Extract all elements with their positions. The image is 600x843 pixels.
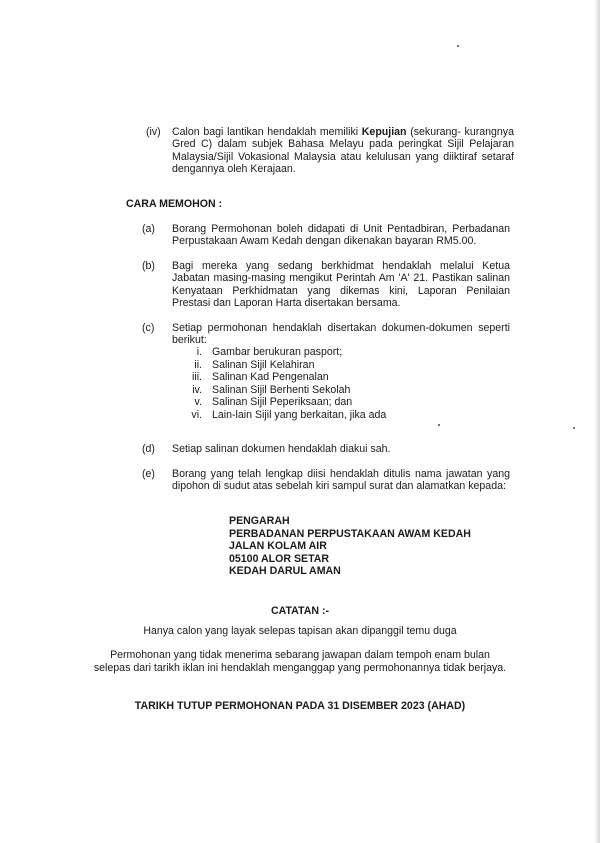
item-label-iv: (iv) <box>146 126 161 138</box>
item-label-c: (c) <box>142 322 155 334</box>
closing-date: TARIKH TUTUP PERMOHONAN PADA 31 DISEMBER 2023 (AHAD) <box>134 700 466 712</box>
section-heading: CARA MEMOHON : <box>126 198 223 210</box>
list-item-number: vi. <box>191 408 202 421</box>
notes-line-1: Hanya calon yang layak selepas tapisan akan dipanggil temu duga <box>143 625 457 637</box>
scan-speck <box>438 424 440 426</box>
address-line: KEDAH DARUL AMAN <box>229 565 341 578</box>
notes-heading: CATATAN :- <box>270 605 330 617</box>
mailing-address <box>229 515 471 578</box>
item-label-e: (e) <box>142 468 155 480</box>
list-item-text: Gambar berukuran pasport; <box>212 346 343 358</box>
list-item-text: Salinan Sijil Peperiksaan; dan <box>212 396 353 408</box>
item-text-d: Setiap salinan dokumen hendaklah diakui sah. <box>172 443 391 455</box>
item-label-d: (d) <box>142 443 155 455</box>
page-edge-shadow <box>594 0 600 843</box>
item-text-e: Borang yang telah lengkap diisi hendaklah ditulis nama jawatan yang dipohon di sudut atas sebelah kiri sampul surat dan alamatkan kepada: <box>172 468 510 493</box>
address-line: PENGARAH <box>229 515 290 527</box>
list-item-text: Salinan Kad Pengenalan <box>212 371 329 383</box>
list-item-number: iii. <box>191 371 202 383</box>
list-item-text: Salinan Sijil Kelahiran <box>212 358 315 371</box>
item-iv-text-after: (sekurang- kurangnya Gred C) dalam subjek Bahasa Melayu pada peringkat Sijil Pelajaran Malaysia/Sijil Vokasional Malaysia atau kelulusan yang diiktiraf setaraf dengannya oleh Kerajaan. <box>172 126 514 176</box>
item-iv-bold: Kepujian <box>361 126 407 138</box>
address-line: 05100 ALOR SETAR <box>229 552 330 565</box>
list-item-number: v. <box>194 396 202 408</box>
notes-line-2a: Permohonan yang tidak menerima sebarang jawapan dalam tempoh enam bulan <box>110 649 490 661</box>
address-line: JALAN KOLAM AIR <box>229 540 327 553</box>
scan-speck <box>457 45 459 47</box>
address-line: PERBADANAN PERPUSTAKAAN AWAM KEDAH <box>229 527 471 540</box>
list-item-text: Lain-lain Sijil yang berkaitan, jika ada <box>212 408 387 421</box>
list-item-number: iv. <box>192 383 202 396</box>
item-text-a: Borang Permohonan boleh didapati di Unit Pentadbiran, Perbadanan Perpustakaan Awam Kedah dengan dikenakan bayaran RM5.00. <box>172 223 510 248</box>
item-text-c: Setiap permohonan hendaklah disertakan dokumen-dokumen seperti berikut: <box>172 322 510 347</box>
item-label-a: (a) <box>142 223 155 235</box>
item-text-iv <box>172 126 514 176</box>
notes-line-2b: selepas dari tarikh iklan ini hendaklah menganggap yang permohonannya tidak berjaya. <box>93 662 507 674</box>
item-label-b: (b) <box>142 260 155 272</box>
list-item-number: i. <box>196 346 202 358</box>
item-text-b: Bagi mereka yang sedang berkhidmat hendaklah melalui Ketua Jabatan masing-masing mengikut Perintah Am 'A' 21. Pastikan salinan Kenyataan Perkhidmatan yang dikemas kini, Laporan Penilaian Prestasi dan Laporan Harta disertakan bersama. <box>172 260 510 310</box>
list-item-number: ii. <box>194 358 202 371</box>
scan-speck <box>573 427 575 429</box>
list-item-text: Salinan Sijil Berhenti Sekolah <box>212 383 351 396</box>
item-iv-text-before: Calon bagi lantikan hendaklah memiliki <box>172 126 362 138</box>
